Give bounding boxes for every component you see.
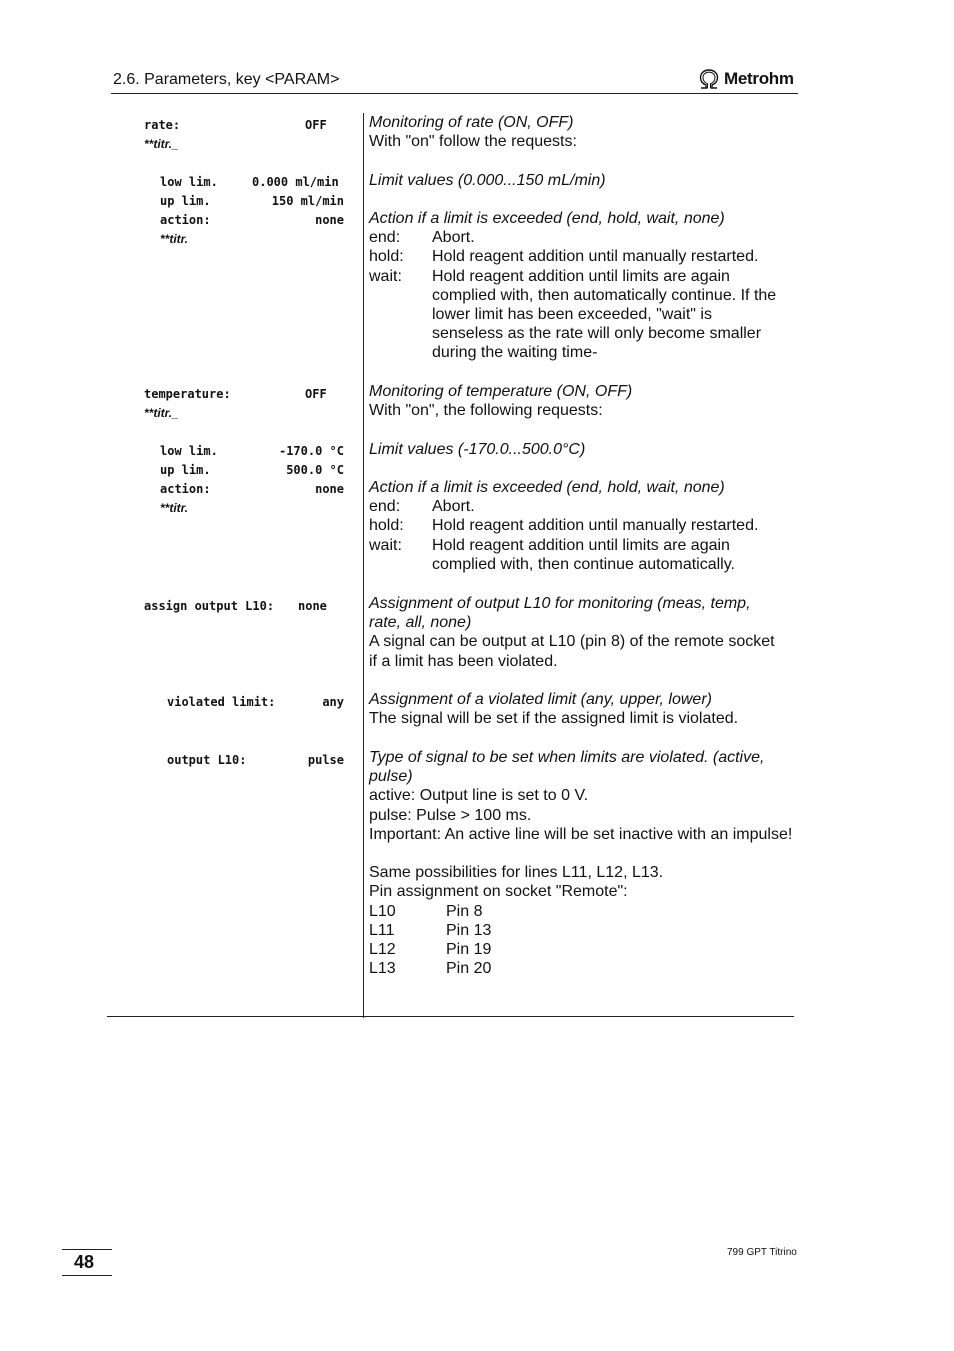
rate-action-heading: Action if a limit is exceeded (end, hold, wait, none): [369, 209, 725, 227]
product-name: 799 GPT Titrino: [727, 1247, 797, 1258]
footer-rule-top: [62, 1249, 112, 1250]
rate-titr2: **titr.: [160, 232, 189, 246]
metrohm-logo: [697, 67, 794, 91]
rate-wait-label: wait:: [369, 267, 402, 285]
violated-param: [167, 693, 344, 712]
output-heading: Type of signal to be set when limits are violated. (active, pulse): [369, 749, 765, 786]
table-bottom-rule: [107, 1016, 794, 1017]
output-param: [167, 751, 344, 770]
rate-hold-text: Hold reagent addition until manually restarted.: [432, 248, 759, 266]
violated-heading: Assignment of a violated limit (any, upper, lower): [369, 691, 712, 708]
assign-description: [369, 594, 784, 671]
rate-action-value: none: [315, 213, 344, 227]
rate-label: rate:: [144, 118, 181, 132]
rate-end-label: end:: [369, 229, 401, 247]
rate-end-text: Abort.: [432, 229, 475, 247]
header-rule: [111, 93, 798, 94]
rate-up-param: [160, 192, 344, 211]
temp-text: With "on", the following requests:: [369, 402, 603, 420]
column-divider: [363, 113, 364, 1018]
temp-hold-label: hold:: [369, 517, 404, 535]
pin-number: Pin 8: [446, 902, 483, 920]
temp-up-value: 500.0 °C: [286, 463, 344, 477]
output-active: active: Output line is set to 0 V.: [369, 787, 589, 805]
pin-line: L12: [369, 941, 396, 959]
section-title: 2.6. Parameters, key <PARAM>: [113, 71, 340, 88]
rate-wait-text: Hold reagent addition until limits are again complied with, then automatically continue. If the lower limit has been exceeded, "wait" is senseless as the rate will only become smaller during the waiting time-: [432, 267, 777, 362]
violated-value: any: [322, 695, 344, 709]
rate-low-value: 0.000 ml/min: [252, 175, 339, 189]
output-label: output L10:: [167, 753, 247, 767]
rate-heading: Monitoring of rate (ON, OFF): [369, 114, 574, 131]
output-important: Important: An active line will be set inactive with an impulse!: [369, 825, 793, 843]
pin-row: [369, 940, 794, 959]
pin-number: Pin 13: [446, 921, 492, 939]
temp-param: [144, 385, 327, 404]
rate-action-param: [160, 211, 344, 230]
pin-number: Pin 20: [446, 960, 492, 978]
rate-end-row: [369, 228, 794, 247]
rate-up-label: up lim.: [160, 194, 211, 208]
pin-line: L13: [369, 960, 396, 978]
output-value: pulse: [307, 753, 344, 767]
violated-description: [369, 690, 794, 728]
rate-description: [369, 113, 794, 363]
temp-end-label: end:: [369, 498, 401, 516]
rate-hold-row: [369, 247, 794, 266]
assign-label: assign output L10:: [144, 599, 275, 613]
temp-wait-text: Hold reagent addition until limits are again complied with, then continue automatically.: [432, 536, 735, 573]
assign-heading: Assignment of output L10 for monitoring (meas, temp, rate, all, none): [369, 595, 751, 632]
temp-wait-row: [369, 536, 794, 574]
same-possibilities: Same possibilities for lines L11, L12, L13.: [369, 864, 664, 882]
rate-up-value: 150 ml/min: [271, 194, 344, 208]
violated-label: violated limit:: [167, 695, 276, 709]
rate-wait-row: [369, 267, 794, 363]
rate-titr: **titr._: [144, 137, 179, 151]
temp-label: temperature:: [144, 387, 231, 401]
assign-value: none: [298, 599, 327, 613]
temp-titr2: **titr.: [160, 501, 189, 515]
temp-action-label: action:: [160, 482, 211, 496]
temp-low-label: low lim.: [160, 444, 218, 458]
temp-value: OFF: [305, 387, 327, 401]
temp-description: [369, 382, 794, 574]
temp-up-param: [160, 461, 344, 480]
footer-rule-bottom: [62, 1275, 112, 1276]
output-description: [369, 748, 794, 978]
logo-text: Metrohm: [724, 69, 794, 88]
output-pulse: pulse: Pulse > 100 ms.: [369, 806, 532, 824]
temp-up-label: up lim.: [160, 463, 211, 477]
rate-limits: Limit values (0.000...150 mL/min): [369, 171, 606, 189]
pin-row: [369, 902, 794, 921]
page-number: 48: [74, 1252, 95, 1272]
violated-text: The signal will be set if the assigned limit is violated.: [369, 710, 739, 728]
temp-wait-label: wait:: [369, 536, 402, 554]
temp-end-text: Abort.: [432, 498, 475, 516]
rate-low-param: [160, 173, 339, 192]
temp-heading: Monitoring of temperature (ON, OFF): [369, 383, 633, 400]
rate-action-label: action:: [160, 213, 211, 227]
rate-hold-label: hold:: [369, 248, 404, 266]
temp-low-param: [160, 442, 344, 461]
temp-action-value: none: [315, 482, 344, 496]
rate-value: OFF: [305, 118, 327, 132]
pin-line: L10: [369, 902, 396, 920]
temp-limits: Limit values (-170.0...500.0°C): [369, 440, 586, 458]
rate-low-label: low lim.: [160, 175, 218, 189]
rate-param: [144, 116, 327, 135]
pin-heading: Pin assignment on socket "Remote":: [369, 883, 628, 901]
temp-hold-text: Hold reagent addition until manually restarted.: [432, 517, 759, 535]
omega-icon: [697, 68, 721, 90]
pin-row: [369, 921, 794, 940]
temp-action-param: [160, 480, 344, 499]
rate-text: With "on" follow the requests:: [369, 133, 577, 151]
assign-text: A signal can be output at L10 (pin 8) of the remote socket if a limit has been violated.: [369, 633, 775, 670]
temp-titr: **titr._: [144, 406, 179, 420]
temp-end-row: [369, 497, 794, 516]
assign-param: [144, 597, 327, 616]
pin-line: L11: [369, 921, 395, 939]
temp-action-heading: Action if a limit is exceeded (end, hold, wait, none): [369, 478, 725, 496]
pin-number: Pin 19: [446, 941, 492, 959]
temp-hold-row: [369, 516, 794, 535]
temp-low-value: -170.0 °C: [278, 444, 344, 458]
pin-row: [369, 959, 794, 978]
